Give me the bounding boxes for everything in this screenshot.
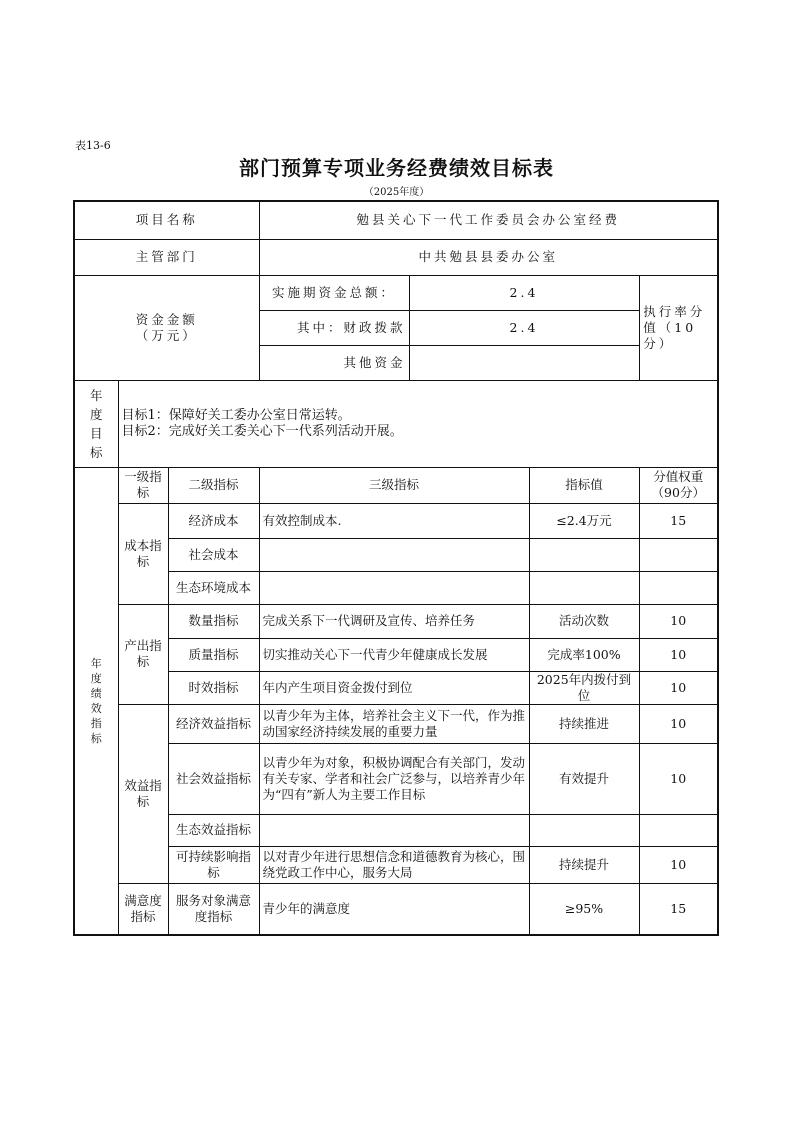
goal-label-text: 年度目标	[89, 387, 103, 460]
table-row	[74, 743, 718, 814]
indicator-weight: 15	[639, 883, 718, 935]
level3-indicator: 以青少年为主体，培养社会主义下一代，作为推动国家经济持续发展的重要力量	[259, 704, 529, 743]
table-row	[74, 671, 718, 704]
table-row	[74, 704, 718, 743]
indicator-weight: 15	[639, 503, 718, 538]
indicators-label-text: 年度绩效指标	[90, 656, 102, 745]
project-name-value: 勉县关心下一代工作委员会办公室经费	[259, 201, 718, 239]
indicator-weight: 10	[639, 846, 718, 883]
indicator-weight: 10	[639, 638, 718, 671]
level1-indicator	[118, 604, 168, 704]
year-label: （2025年度）	[363, 187, 430, 198]
level3-indicator	[259, 814, 529, 846]
header-level1: 一级指标	[118, 467, 168, 503]
header-weight	[639, 467, 718, 503]
level3-indicator: 完成关系下一代调研及宣传、培养任务	[259, 604, 529, 638]
level3-indicator: 青少年的满意度	[259, 883, 529, 935]
page-title: 部门预算专项业务经费绩效目标表	[239, 156, 554, 180]
header-value: 指标值	[529, 467, 639, 503]
header-weight-text: 分值权重（90分）	[651, 469, 705, 500]
level2-indicator: 生态效益指标	[168, 814, 259, 846]
level2-indicator: 可持续影响指标	[168, 846, 259, 883]
total-funds-label: 实施期资金总额：	[259, 275, 409, 310]
level1-indicator-text: 效益指标	[124, 777, 162, 809]
level1-indicator-text: 成本指标	[124, 537, 162, 569]
indicator-value: ≥95%	[529, 883, 639, 935]
execution-rate-label	[639, 275, 718, 380]
level3-indicator: 有效控制成本.	[259, 503, 529, 538]
project-name-label: 项目名称	[74, 201, 259, 239]
goal-line: 目标2：完成好关工委关心下一代系列活动开展。	[121, 423, 403, 439]
indicator-weight	[639, 538, 718, 571]
level2-indicator: 服务对象满意度指标	[168, 883, 259, 935]
execution-rate-text: 执行率分值（10分）	[643, 303, 706, 351]
header-level2: 二级指标	[168, 467, 259, 503]
level2-indicator: 社会成本	[168, 538, 259, 571]
table-row	[74, 883, 718, 935]
level3-indicator: 以对青少年进行思想信念和道德教育为核心，围绕党政工作中心，服务大局	[259, 846, 529, 883]
other-funds-label: 其他资金	[259, 345, 409, 380]
level1-indicator-text: 产出指标	[124, 638, 162, 669]
level2-indicator: 时效指标	[168, 671, 259, 704]
table-row	[74, 538, 718, 571]
table-row	[74, 814, 718, 846]
indicator-value	[529, 814, 639, 846]
level1-indicator	[118, 883, 168, 935]
level2-indicator: 经济成本	[168, 503, 259, 538]
level2-indicator: 社会效益指标	[168, 743, 259, 814]
goal-line: 目标1：保障好关工委办公室日常运转。	[121, 407, 351, 423]
table-row	[74, 571, 718, 604]
level3-indicator: 切实推动关心下一代青少年健康成长发展	[259, 638, 529, 671]
indicator-weight	[639, 814, 718, 846]
indicator-value: 完成率100%	[529, 638, 639, 671]
fiscal-funds-value: 2.4	[409, 310, 639, 345]
level2-indicator: 经济效益指标	[168, 704, 259, 743]
indicator-value: 有效提升	[529, 743, 639, 814]
funds-label	[74, 275, 259, 380]
table-row	[74, 604, 718, 638]
table-row	[74, 638, 718, 671]
indicator-value: 持续提升	[529, 846, 639, 883]
indicator-value: ≤2.4万元	[529, 503, 639, 538]
indicator-value	[529, 538, 639, 571]
indicator-weight: 10	[639, 604, 718, 638]
indicator-value: 2025年内拨付到位	[529, 671, 639, 704]
level3-indicator: 年内产生项目资金拨付到位	[259, 671, 529, 704]
level2-indicator: 质量指标	[168, 638, 259, 671]
level3-indicator	[259, 538, 529, 571]
indicator-value	[529, 571, 639, 604]
table-row	[74, 846, 718, 883]
goal-label	[74, 380, 118, 467]
level2-indicator: 生态环境成本	[168, 571, 259, 604]
level2-indicator: 数量指标	[168, 604, 259, 638]
indicator-weight: 10	[639, 671, 718, 704]
indicator-weight: 10	[639, 743, 718, 814]
header-level3: 三级指标	[259, 467, 529, 503]
level3-indicator: 以青少年为对象，积极协调配合有关部门，发动有关专家、学者和社会广泛参与，以培养青少年为“四有”新人为主要工作目标	[259, 743, 529, 814]
table-number: 表13-6	[75, 139, 111, 152]
other-funds-value	[409, 345, 639, 380]
level1-indicator-text: 满意度指标	[124, 892, 162, 924]
performance-table	[73, 200, 719, 936]
dept-label: 主管部门	[74, 239, 259, 275]
indicators-label	[74, 467, 118, 935]
dept-value: 中共勉县县委办公室	[259, 239, 718, 275]
fiscal-funds-label: 其中：财政拨款	[259, 310, 409, 345]
total-funds-value: 2.4	[409, 275, 639, 310]
level3-indicator	[259, 571, 529, 604]
funds-label-text: 资金金额（万元）	[135, 311, 198, 343]
goal-content	[118, 380, 718, 467]
indicator-weight: 10	[639, 704, 718, 743]
level1-indicator	[118, 704, 168, 883]
level1-indicator	[118, 503, 168, 604]
indicator-value: 活动次数	[529, 604, 639, 638]
indicator-weight	[639, 571, 718, 604]
indicator-value: 持续推进	[529, 704, 639, 743]
table-row	[74, 503, 718, 538]
